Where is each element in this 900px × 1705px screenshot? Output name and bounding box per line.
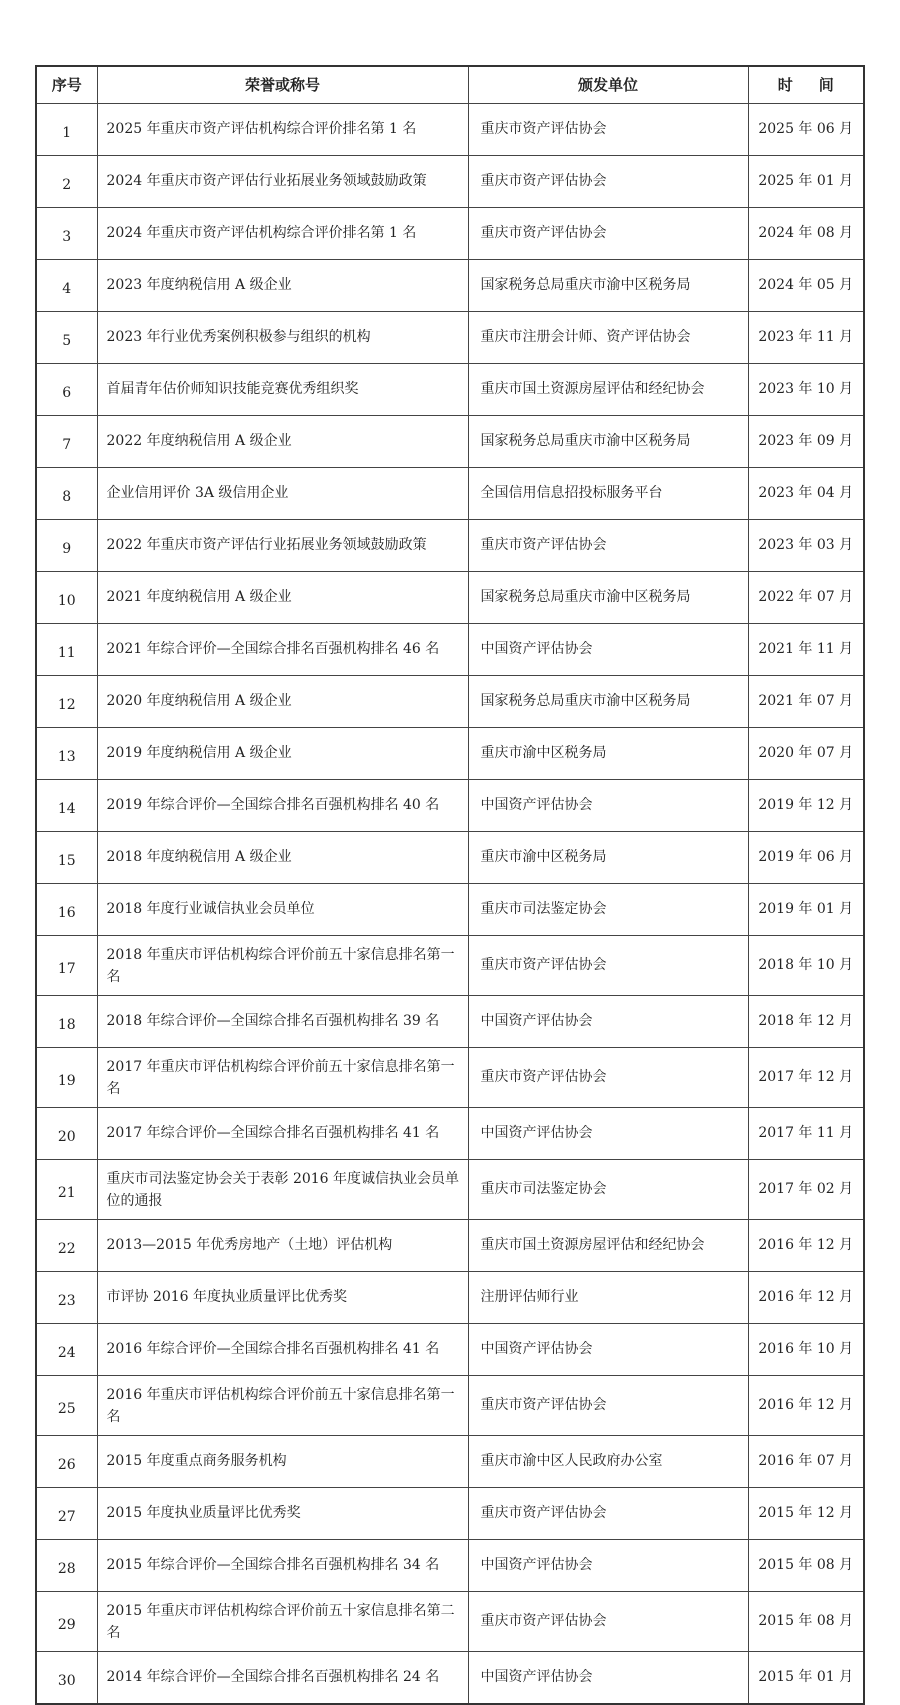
cell-seq: 28 [36,1540,97,1592]
cell-issuer: 重庆市渝中区人民政府办公室 [468,1436,748,1488]
table-row [36,1108,864,1160]
cell-honor: 2016 年综合评价—全国综合排名百强机构排名 41 名 [97,1324,468,1376]
table-row [36,468,864,520]
table-row [36,1160,864,1220]
cell-seq: 22 [36,1220,97,1272]
table-row [36,1376,864,1436]
table-row [36,260,864,312]
cell-honor: 2025 年重庆市资产评估机构综合评价排名第 1 名 [97,104,468,156]
cell-seq: 7 [36,416,97,468]
cell-honor: 2019 年综合评价—全国综合排名百强机构排名 40 名 [97,780,468,832]
cell-seq: 1 [36,104,97,156]
cell-date: 2018 年 10 月 [748,936,864,996]
cell-date: 2016 年 12 月 [748,1272,864,1324]
cell-issuer: 重庆市注册会计师、资产评估协会 [468,312,748,364]
cell-issuer: 中国资产评估协会 [468,996,748,1048]
table-row [36,520,864,572]
cell-honor: 重庆市司法鉴定协会关于表彰 2016 年度诚信执业会员单位的通报 [97,1160,468,1220]
cell-date: 2024 年 05 月 [748,260,864,312]
cell-date: 2015 年 08 月 [748,1540,864,1592]
cell-date: 2017 年 12 月 [748,1048,864,1108]
cell-date: 2023 年 03 月 [748,520,864,572]
cell-date: 2018 年 12 月 [748,996,864,1048]
table-row [36,780,864,832]
cell-issuer: 中国资产评估协会 [468,1652,748,1705]
cell-seq: 26 [36,1436,97,1488]
cell-seq: 2 [36,156,97,208]
table-row [36,364,864,416]
cell-seq: 5 [36,312,97,364]
cell-date: 2017 年 11 月 [748,1108,864,1160]
header-date [748,66,864,104]
cell-issuer: 重庆市资产评估协会 [468,156,748,208]
cell-seq: 18 [36,996,97,1048]
cell-seq: 15 [36,832,97,884]
cell-honor: 2013—2015 年优秀房地产（土地）评估机构 [97,1220,468,1272]
cell-date: 2019 年 01 月 [748,884,864,936]
cell-honor: 2014 年综合评价—全国综合排名百强机构排名 24 名 [97,1652,468,1705]
table-row [36,884,864,936]
cell-issuer: 中国资产评估协会 [468,1324,748,1376]
cell-seq: 25 [36,1376,97,1436]
cell-honor: 2016 年重庆市评估机构综合评价前五十家信息排名第一名 [97,1376,468,1436]
cell-honor: 2017 年重庆市评估机构综合评价前五十家信息排名第一名 [97,1048,468,1108]
table-row [36,572,864,624]
cell-seq: 27 [36,1488,97,1540]
cell-issuer: 重庆市渝中区税务局 [468,728,748,780]
cell-date: 2025 年 06 月 [748,104,864,156]
cell-date: 2022 年 07 月 [748,572,864,624]
table-row [36,1652,864,1705]
table-row [36,832,864,884]
cell-date: 2023 年 10 月 [748,364,864,416]
cell-honor: 2018 年度行业诚信执业会员单位 [97,884,468,936]
cell-seq: 11 [36,624,97,676]
cell-honor: 2019 年度纳税信用 A 级企业 [97,728,468,780]
cell-issuer: 重庆市司法鉴定协会 [468,884,748,936]
header-honor: 荣誉或称号 [97,66,468,104]
cell-honor: 2020 年度纳税信用 A 级企业 [97,676,468,728]
table-row [36,1272,864,1324]
table-row [36,1436,864,1488]
cell-honor: 企业信用评价 3A 级信用企业 [97,468,468,520]
cell-honor: 2017 年综合评价—全国综合排名百强机构排名 41 名 [97,1108,468,1160]
cell-seq: 3 [36,208,97,260]
cell-issuer: 重庆市资产评估协会 [468,1048,748,1108]
table-row [36,104,864,156]
cell-issuer: 重庆市资产评估协会 [468,936,748,996]
cell-date: 2020 年 07 月 [748,728,864,780]
cell-seq: 12 [36,676,97,728]
cell-issuer: 全国信用信息招投标服务平台 [468,468,748,520]
cell-honor: 2022 年重庆市资产评估行业拓展业务领域鼓励政策 [97,520,468,572]
table-row [36,208,864,260]
cell-honor: 2018 年重庆市评估机构综合评价前五十家信息排名第一名 [97,936,468,996]
cell-date: 2021 年 07 月 [748,676,864,728]
cell-honor: 2015 年度执业质量评比优秀奖 [97,1488,468,1540]
cell-honor: 2024 年重庆市资产评估机构综合评价排名第 1 名 [97,208,468,260]
table-row [36,1324,864,1376]
table-row [36,1540,864,1592]
cell-issuer: 中国资产评估协会 [468,1108,748,1160]
cell-honor: 2015 年重庆市评估机构综合评价前五十家信息排名第二名 [97,1592,468,1652]
cell-issuer: 重庆市国土资源房屋评估和经纪协会 [468,364,748,416]
cell-honor: 市评协 2016 年度执业质量评比优秀奖 [97,1272,468,1324]
cell-issuer: 重庆市资产评估协会 [468,1376,748,1436]
cell-issuer: 重庆市资产评估协会 [468,208,748,260]
table-row [36,312,864,364]
cell-issuer: 中国资产评估协会 [468,624,748,676]
cell-date: 2019 年 12 月 [748,780,864,832]
header-date-left: 时 [777,75,793,94]
cell-date: 2015 年 12 月 [748,1488,864,1540]
cell-date: 2023 年 09 月 [748,416,864,468]
cell-date: 2016 年 10 月 [748,1324,864,1376]
cell-seq: 10 [36,572,97,624]
cell-seq: 6 [36,364,97,416]
cell-issuer: 国家税务总局重庆市渝中区税务局 [468,260,748,312]
cell-seq: 21 [36,1160,97,1220]
cell-date: 2016 年 12 月 [748,1376,864,1436]
table-row [36,996,864,1048]
cell-seq: 8 [36,468,97,520]
table-row [36,1048,864,1108]
cell-seq: 24 [36,1324,97,1376]
cell-honor: 2021 年度纳税信用 A 级企业 [97,572,468,624]
table-row [36,936,864,996]
cell-seq: 14 [36,780,97,832]
cell-date: 2021 年 11 月 [748,624,864,676]
cell-seq: 4 [36,260,97,312]
cell-honor: 2015 年度重点商务服务机构 [97,1436,468,1488]
cell-issuer: 重庆市国土资源房屋评估和经纪协会 [468,1220,748,1272]
cell-date: 2025 年 01 月 [748,156,864,208]
cell-issuer: 重庆市资产评估协会 [468,104,748,156]
cell-date: 2015 年 08 月 [748,1592,864,1652]
cell-date: 2017 年 02 月 [748,1160,864,1220]
cell-issuer: 中国资产评估协会 [468,1540,748,1592]
cell-date: 2015 年 01 月 [748,1652,864,1705]
cell-honor: 2022 年度纳税信用 A 级企业 [97,416,468,468]
cell-issuer: 国家税务总局重庆市渝中区税务局 [468,572,748,624]
cell-honor: 2023 年行业优秀案例积极参与组织的机构 [97,312,468,364]
table-row [36,1592,864,1652]
cell-issuer: 重庆市资产评估协会 [468,1488,748,1540]
cell-date: 2023 年 04 月 [748,468,864,520]
cell-date: 2019 年 06 月 [748,832,864,884]
cell-honor: 2021 年综合评价—全国综合排名百强机构排名 46 名 [97,624,468,676]
cell-honor: 2024 年重庆市资产评估行业拓展业务领域鼓励政策 [97,156,468,208]
honors-table [35,65,865,1705]
cell-seq: 29 [36,1592,97,1652]
header-seq: 序号 [36,66,97,104]
cell-honor: 2018 年度纳税信用 A 级企业 [97,832,468,884]
header-issuer: 颁发单位 [468,66,748,104]
cell-issuer: 中国资产评估协会 [468,780,748,832]
cell-honor: 首届青年估价师知识技能竞赛优秀组织奖 [97,364,468,416]
cell-seq: 17 [36,936,97,996]
cell-issuer: 国家税务总局重庆市渝中区税务局 [468,676,748,728]
cell-seq: 19 [36,1048,97,1108]
table-header-row [36,66,864,104]
cell-seq: 13 [36,728,97,780]
cell-honor: 2018 年综合评价—全国综合排名百强机构排名 39 名 [97,996,468,1048]
cell-issuer: 重庆市资产评估协会 [468,520,748,572]
cell-date: 2023 年 11 月 [748,312,864,364]
cell-date: 2024 年 08 月 [748,208,864,260]
table-body [36,104,864,1705]
cell-issuer: 注册评估师行业 [468,1272,748,1324]
table-row [36,676,864,728]
table-row [36,156,864,208]
table-row [36,416,864,468]
table-row [36,624,864,676]
table-row [36,1220,864,1272]
cell-date: 2016 年 07 月 [748,1436,864,1488]
cell-seq: 20 [36,1108,97,1160]
table-row [36,1488,864,1540]
cell-issuer: 国家税务总局重庆市渝中区税务局 [468,416,748,468]
table-row [36,728,864,780]
cell-issuer: 重庆市渝中区税务局 [468,832,748,884]
header-date-right: 间 [818,75,834,94]
cell-seq: 30 [36,1652,97,1705]
cell-issuer: 重庆市资产评估协会 [468,1592,748,1652]
cell-date: 2016 年 12 月 [748,1220,864,1272]
cell-seq: 9 [36,520,97,572]
cell-honor: 2015 年综合评价—全国综合排名百强机构排名 34 名 [97,1540,468,1592]
cell-honor: 2023 年度纳税信用 A 级企业 [97,260,468,312]
cell-seq: 16 [36,884,97,936]
cell-seq: 23 [36,1272,97,1324]
cell-issuer: 重庆市司法鉴定协会 [468,1160,748,1220]
